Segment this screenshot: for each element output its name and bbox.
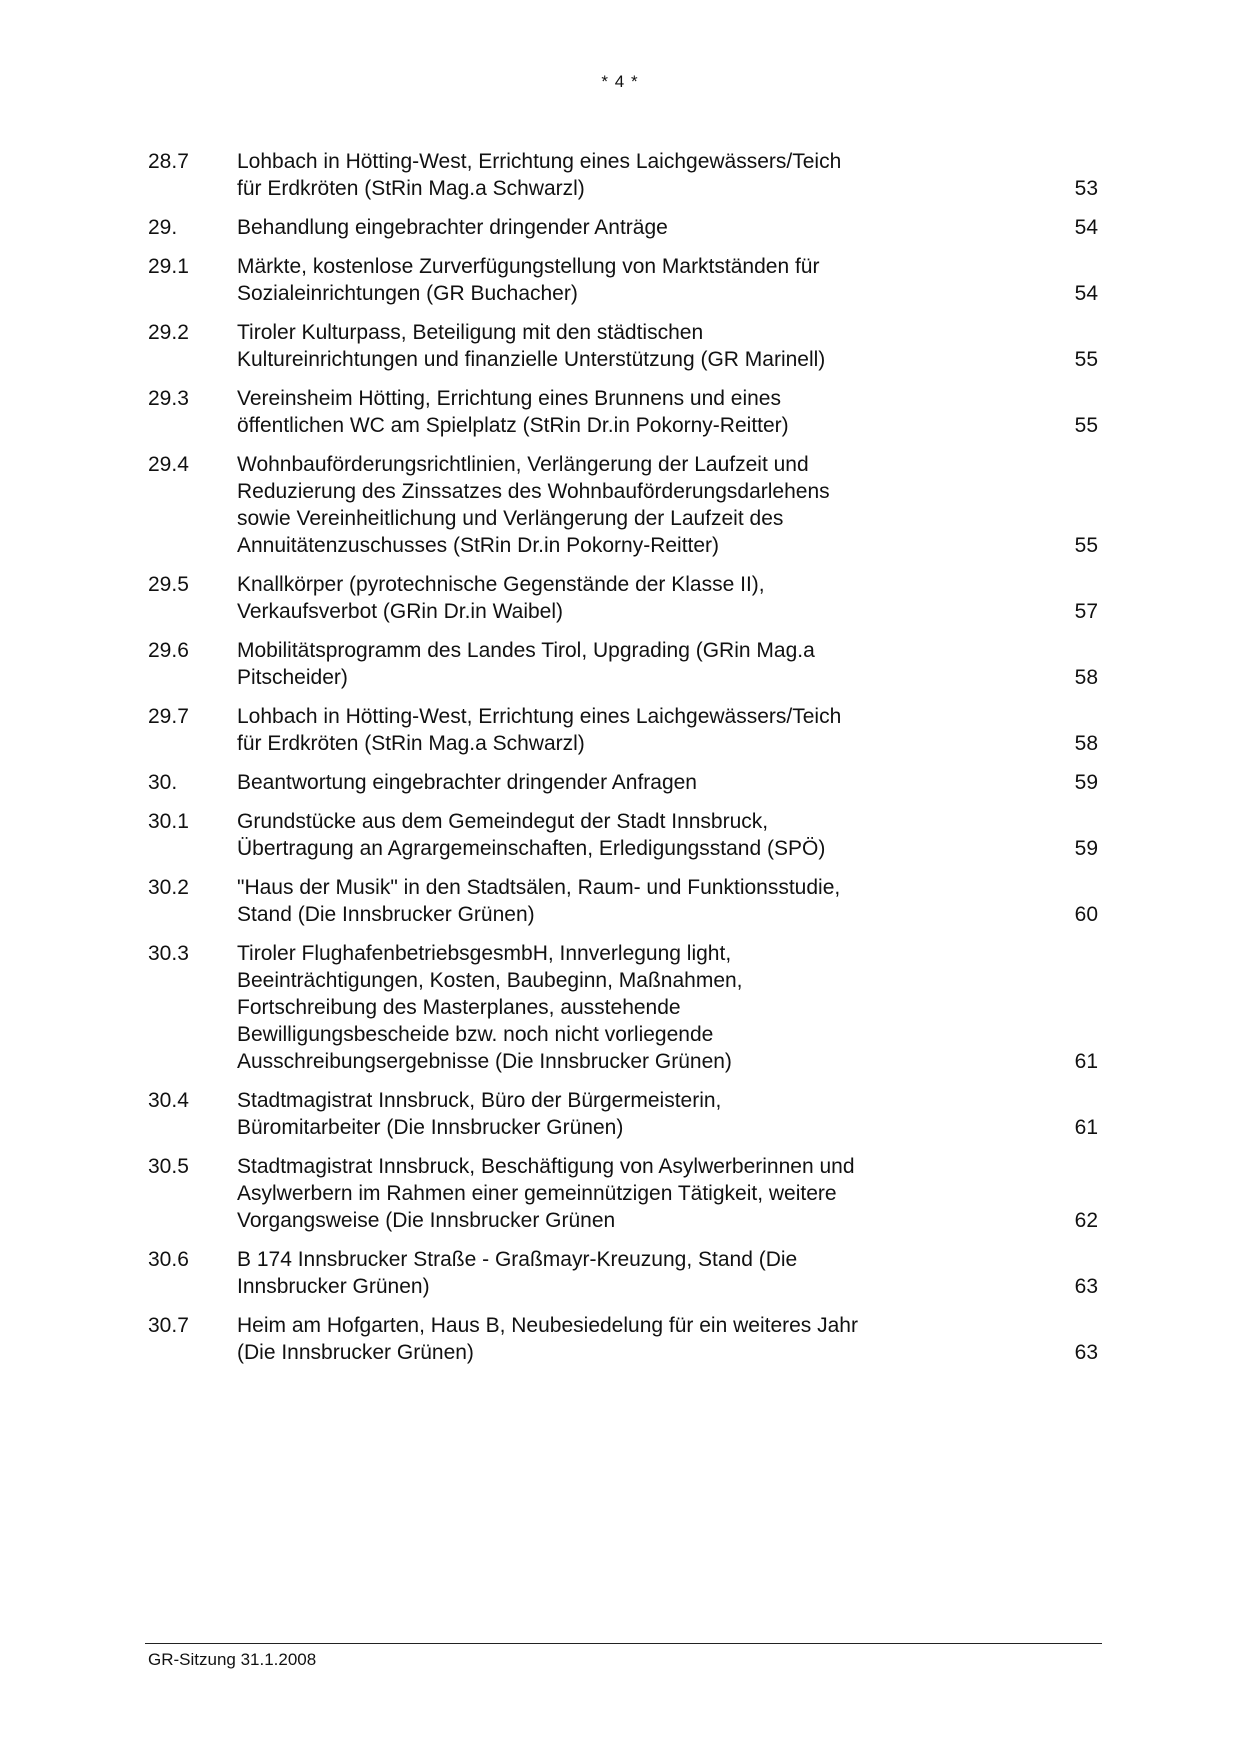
toc-entry-page: 59 xyxy=(1074,771,1098,794)
toc-entry xyxy=(148,451,1098,559)
toc-entry-number: 29.2 xyxy=(148,321,189,344)
toc-entry-title-line: Beeinträchtigungen, Kosten, Baubeginn, Maßnahmen, xyxy=(237,969,743,992)
toc-entry-title xyxy=(237,874,947,928)
toc-entry-title xyxy=(237,637,947,691)
toc-entry xyxy=(148,253,1098,307)
footer-session-date: GR-Sitzung 31.1.2008 xyxy=(148,1650,317,1669)
toc-entry-title xyxy=(237,940,947,1075)
toc-entry-title-line: B 174 Innsbrucker Straße - Graßmayr-Kreuzung, Stand (Die xyxy=(237,1248,798,1271)
toc-entry-title-line: Ausschreibungsergebnisse (Die Innsbrucker Grünen) xyxy=(237,1050,732,1073)
toc-entry-title-line: Behandlung eingebrachter dringender Anträge xyxy=(237,216,668,239)
footer-divider xyxy=(145,1643,1102,1644)
toc-entry-title-line: Tiroler FlughafenbetriebsgesmbH, Innverlegung light, xyxy=(237,942,732,965)
toc-entry-number: 30.6 xyxy=(148,1248,189,1271)
toc-entry-page: 53 xyxy=(1074,177,1098,200)
toc-entry xyxy=(148,1087,1098,1141)
toc-entry-page: 59 xyxy=(1074,837,1098,860)
toc-entry-page: 57 xyxy=(1074,600,1098,623)
toc-entry xyxy=(148,1312,1098,1366)
toc-entry xyxy=(148,385,1098,439)
toc-entry-number: 30.1 xyxy=(148,810,189,833)
toc-entry-title-line: öffentlichen WC am Spielplatz (StRin Dr.in Pokorny-Reitter) xyxy=(237,414,789,437)
toc-entry-title-line: Stadtmagistrat Innsbruck, Büro der Bürgermeisterin, xyxy=(237,1089,722,1112)
toc-entry-page: 54 xyxy=(1074,282,1098,305)
toc-entry-title-line: Kultureinrichtungen und finanzielle Unterstützung (GR Marinell) xyxy=(237,348,826,371)
toc-entry-title-line: Grundstücke aus dem Gemeindegut der Stadt Innsbruck, xyxy=(237,810,769,833)
toc-entry-title xyxy=(237,253,947,307)
toc-entry xyxy=(148,214,1098,241)
toc-entry-title-line: Märkte, kostenlose Zurverfügungstellung von Marktständen für xyxy=(237,255,820,278)
toc-entry-title xyxy=(237,385,947,439)
toc-entry-page: 60 xyxy=(1074,903,1098,926)
toc-entry-title-line: (Die Innsbrucker Grünen) xyxy=(237,1341,474,1364)
toc-entry-title xyxy=(237,319,947,373)
toc-entry-title-line: für Erdkröten (StRin Mag.a Schwarzl) xyxy=(237,732,585,755)
toc-entry-title xyxy=(237,1246,947,1300)
toc-entry-title-line: Fortschreibung des Masterplanes, ausstehende xyxy=(237,996,681,1019)
toc-entry xyxy=(148,571,1098,625)
toc-entry-page: 61 xyxy=(1074,1050,1098,1073)
toc-entry-title-line: Tiroler Kulturpass, Beteiligung mit den städtischen xyxy=(237,321,704,344)
toc-entry-page: 58 xyxy=(1074,732,1098,755)
toc-entry-title-line: Reduzierung des Zinssatzes des Wohnbauförderungsdarlehens xyxy=(237,480,830,503)
toc-entry-title-line: Vereinsheim Hötting, Errichtung eines Brunnens und eines xyxy=(237,387,781,410)
toc-entry-title xyxy=(237,769,947,796)
toc-entry-page: 54 xyxy=(1074,216,1098,239)
toc-entry-title-line: Büromitarbeiter (Die Innsbrucker Grünen) xyxy=(237,1116,624,1139)
toc-entry-page: 61 xyxy=(1074,1116,1098,1139)
toc-entry-number: 29.7 xyxy=(148,705,189,728)
toc-entry-title-line: Wohnbauförderungsrichtlinien, Verlängerung der Laufzeit und xyxy=(237,453,809,476)
toc-entry-page: 63 xyxy=(1074,1275,1098,1298)
toc-entry-page: 58 xyxy=(1074,666,1098,689)
toc-entry-title xyxy=(237,703,947,757)
toc-entry-title-line: Annuitätenzuschusses (StRin Dr.in Pokorny-Reitter) xyxy=(237,534,720,557)
toc-entry-number: 30.4 xyxy=(148,1089,189,1112)
toc-entry-title xyxy=(237,1087,947,1141)
toc-entry-page: 55 xyxy=(1074,348,1098,371)
toc-entry xyxy=(148,703,1098,757)
toc-entry-title-line: Übertragung an Agrargemeinschaften, Erledigungsstand (SPÖ) xyxy=(237,837,826,860)
table-of-contents xyxy=(148,148,1098,1378)
toc-entry-title xyxy=(237,214,947,241)
toc-entry-number: 30. xyxy=(148,771,178,794)
toc-entry xyxy=(148,874,1098,928)
toc-entry xyxy=(148,1153,1098,1234)
toc-entry-title xyxy=(237,1312,947,1366)
toc-entry-title-line: Asylwerbern im Rahmen einer gemeinnützigen Tätigkeit, weitere xyxy=(237,1182,837,1205)
toc-entry-title xyxy=(237,808,947,862)
toc-entry-title xyxy=(237,148,947,202)
toc-entry-title-line: Bewilligungsbescheide bzw. noch nicht vorliegende xyxy=(237,1023,714,1046)
toc-entry-title-line: Heim am Hofgarten, Haus B, Neubesiedelung für ein weiteres Jahr xyxy=(237,1314,858,1337)
toc-entry-title-line: Innsbrucker Grünen) xyxy=(237,1275,430,1298)
toc-entry xyxy=(148,637,1098,691)
toc-entry-title-line: Stadtmagistrat Innsbruck, Beschäftigung von Asylwerberinnen und xyxy=(237,1155,855,1178)
toc-entry-title-line: Mobilitätsprogramm des Landes Tirol, Upgrading (GRin Mag.a xyxy=(237,639,815,662)
toc-entry-title-line: Pitscheider) xyxy=(237,666,348,689)
page-number: * 4 * xyxy=(601,72,639,91)
toc-entry-number: 29.1 xyxy=(148,255,189,278)
toc-entry-title-line: Beantwortung eingebrachter dringender Anfragen xyxy=(237,771,697,794)
toc-entry-page: 62 xyxy=(1074,1209,1098,1232)
toc-entry-number: 29.6 xyxy=(148,639,189,662)
toc-entry-title-line: Lohbach in Hötting-West, Errichtung eines Laichgewässers/Teich xyxy=(237,705,842,728)
toc-entry-title xyxy=(237,451,947,559)
toc-entry-title xyxy=(237,1153,947,1234)
toc-entry xyxy=(148,148,1098,202)
toc-entry-number: 29.4 xyxy=(148,453,189,476)
toc-entry-title-line: Vorgangsweise (Die Innsbrucker Grünen xyxy=(237,1209,616,1232)
toc-entry-number: 30.7 xyxy=(148,1314,189,1337)
toc-entry-title-line: Sozialeinrichtungen (GR Buchacher) xyxy=(237,282,578,305)
toc-entry-title-line: "Haus der Musik" in den Stadtsälen, Raum- und Funktionsstudie, xyxy=(237,876,841,899)
toc-entry-number: 29.3 xyxy=(148,387,189,410)
toc-entry-title-line: sowie Vereinheitlichung und Verlängerung der Laufzeit des xyxy=(237,507,784,530)
toc-entry-title-line: Knallkörper (pyrotechnische Gegenstände der Klasse II), xyxy=(237,573,765,596)
toc-entry-number: 30.5 xyxy=(148,1155,189,1178)
toc-entry-title-line: Lohbach in Hötting-West, Errichtung eines Laichgewässers/Teich xyxy=(237,150,842,173)
toc-entry-number: 30.2 xyxy=(148,876,189,899)
toc-entry xyxy=(148,319,1098,373)
toc-entry-number: 30.3 xyxy=(148,942,189,965)
toc-entry-title-line: Verkaufsverbot (GRin Dr.in Waibel) xyxy=(237,600,564,623)
toc-entry-number: 29.5 xyxy=(148,573,189,596)
toc-entry xyxy=(148,769,1098,796)
toc-entry-number: 28.7 xyxy=(148,150,189,173)
toc-entry-page: 55 xyxy=(1074,534,1098,557)
toc-entry-title xyxy=(237,571,947,625)
toc-entry-page: 55 xyxy=(1074,414,1098,437)
toc-entry-title-line: für Erdkröten (StRin Mag.a Schwarzl) xyxy=(237,177,585,200)
toc-entry xyxy=(148,808,1098,862)
toc-entry-number: 29. xyxy=(148,216,178,239)
toc-entry xyxy=(148,940,1098,1075)
toc-entry xyxy=(148,1246,1098,1300)
toc-entry-title-line: Stand (Die Innsbrucker Grünen) xyxy=(237,903,535,926)
toc-entry-page: 63 xyxy=(1074,1341,1098,1364)
